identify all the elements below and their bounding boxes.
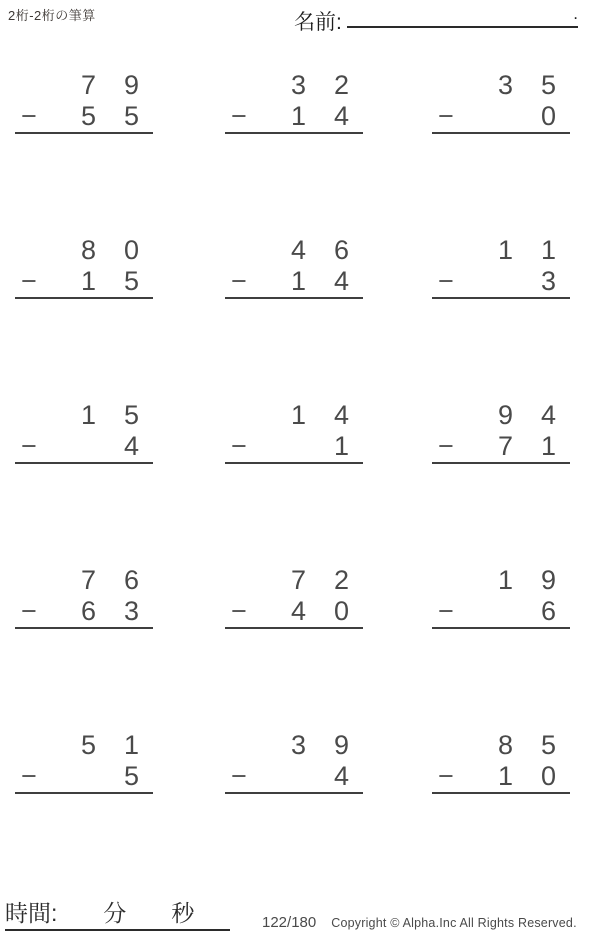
subtraction-problem-6: [432, 235, 570, 299]
minus-operator: −: [438, 596, 454, 626]
digit: 0: [333, 596, 350, 626]
digit: 9: [123, 70, 140, 100]
digit: 6: [333, 235, 350, 265]
minuend-row: [432, 565, 570, 596]
digit: 1: [290, 400, 307, 430]
digit: 2: [333, 70, 350, 100]
digit: 1: [123, 730, 140, 760]
digit: 6: [123, 565, 140, 595]
digit: 7: [290, 565, 307, 595]
digit: 5: [540, 70, 557, 100]
minus-operator: −: [21, 761, 37, 791]
minuend-row: [225, 235, 363, 266]
digit: 4: [290, 235, 307, 265]
digit: 1: [540, 431, 557, 461]
subtraction-problem-12: [432, 565, 570, 629]
digit: 4: [333, 761, 350, 791]
minuend-row: [225, 565, 363, 596]
digit: 1: [333, 431, 350, 461]
digit: 1: [497, 565, 514, 595]
subtraction-problem-13: [15, 730, 153, 794]
minuend-row: [225, 400, 363, 431]
minus-operator: −: [231, 431, 247, 461]
subtraction-problem-7: [15, 400, 153, 464]
minuend-row: [432, 400, 570, 431]
digit: 1: [80, 400, 97, 430]
digit: 7: [80, 565, 97, 595]
subtraction-problem-3: [432, 70, 570, 134]
footer-right: [262, 914, 577, 931]
subtraction-problem-1: [15, 70, 153, 134]
subtraction-problem-10: [15, 565, 153, 629]
minus-operator: −: [21, 431, 37, 461]
minus-operator: −: [231, 266, 247, 296]
time-label: 時間:: [5, 900, 58, 926]
minus-operator: −: [438, 266, 454, 296]
digit: 4: [123, 431, 140, 461]
digit: 1: [540, 235, 557, 265]
digit: 4: [290, 596, 307, 626]
minus-operator: −: [438, 101, 454, 131]
digit: 9: [333, 730, 350, 760]
subtraction-problem-14: [225, 730, 363, 794]
seconds-label: 秒: [171, 900, 195, 926]
digit: 0: [540, 101, 557, 131]
minus-operator: −: [438, 761, 454, 791]
digit: 8: [497, 730, 514, 760]
name-blank-line: [347, 1, 578, 28]
minus-operator: −: [231, 761, 247, 791]
digit: 1: [497, 235, 514, 265]
digit: 3: [540, 266, 557, 296]
digit: 5: [540, 730, 557, 760]
digit: 4: [333, 101, 350, 131]
minuend-row: [15, 565, 153, 596]
minuend-row: [225, 70, 363, 101]
digit: 4: [333, 400, 350, 430]
digit: 5: [123, 761, 140, 791]
minuend-row: [432, 730, 570, 761]
digit: 1: [497, 761, 514, 791]
minuend-row: [15, 400, 153, 431]
minuend-row: [432, 235, 570, 266]
minuend-row: [225, 730, 363, 761]
minuend-row: [15, 730, 153, 761]
digit: 5: [123, 400, 140, 430]
digit: 9: [497, 400, 514, 430]
minus-operator: −: [21, 101, 37, 131]
subtraction-problem-2: [225, 70, 363, 134]
minus-operator: −: [21, 596, 37, 626]
digit: 5: [80, 730, 97, 760]
digit: 1: [290, 101, 307, 131]
digit: 1: [80, 266, 97, 296]
subtraction-problem-4: [15, 235, 153, 299]
digit: 7: [80, 70, 97, 100]
digit: 9: [540, 565, 557, 595]
subtraction-problem-9: [432, 400, 570, 464]
worksheet-title: 2桁-2桁の筆算: [8, 8, 96, 23]
minus-operator: −: [21, 266, 37, 296]
digit: 7: [497, 431, 514, 461]
minutes-label: 分: [103, 900, 127, 926]
subtraction-problem-5: [225, 235, 363, 299]
copyright-notice: Copyright © Alpha.Inc All Rights Reserved.: [331, 916, 577, 930]
subtraction-problem-8: [225, 400, 363, 464]
digit: 6: [540, 596, 557, 626]
digit: 3: [290, 70, 307, 100]
digit: 5: [123, 101, 140, 131]
minus-operator: −: [231, 596, 247, 626]
minuend-row: [15, 70, 153, 101]
digit: 5: [123, 266, 140, 296]
digit: 5: [80, 101, 97, 131]
subtraction-problem-15: [432, 730, 570, 794]
subtraction-problem-11: [225, 565, 363, 629]
time-fill-in-line: [5, 898, 230, 931]
page-indicator: 122/180: [262, 914, 317, 931]
minuend-row: [432, 70, 570, 101]
digit: 4: [540, 400, 557, 430]
name-line-period: .: [573, 4, 578, 23]
digit: 0: [123, 235, 140, 265]
minus-operator: −: [231, 101, 247, 131]
digit: 1: [290, 266, 307, 296]
digit: 3: [497, 70, 514, 100]
digit: 4: [333, 266, 350, 296]
minus-operator: −: [438, 431, 454, 461]
digit: 3: [290, 730, 307, 760]
name-label: 名前:: [294, 11, 342, 34]
digit: 3: [123, 596, 140, 626]
digit: 0: [540, 761, 557, 791]
digit: 6: [80, 596, 97, 626]
digit: 2: [333, 565, 350, 595]
digit: 8: [80, 235, 97, 265]
minuend-row: [15, 235, 153, 266]
